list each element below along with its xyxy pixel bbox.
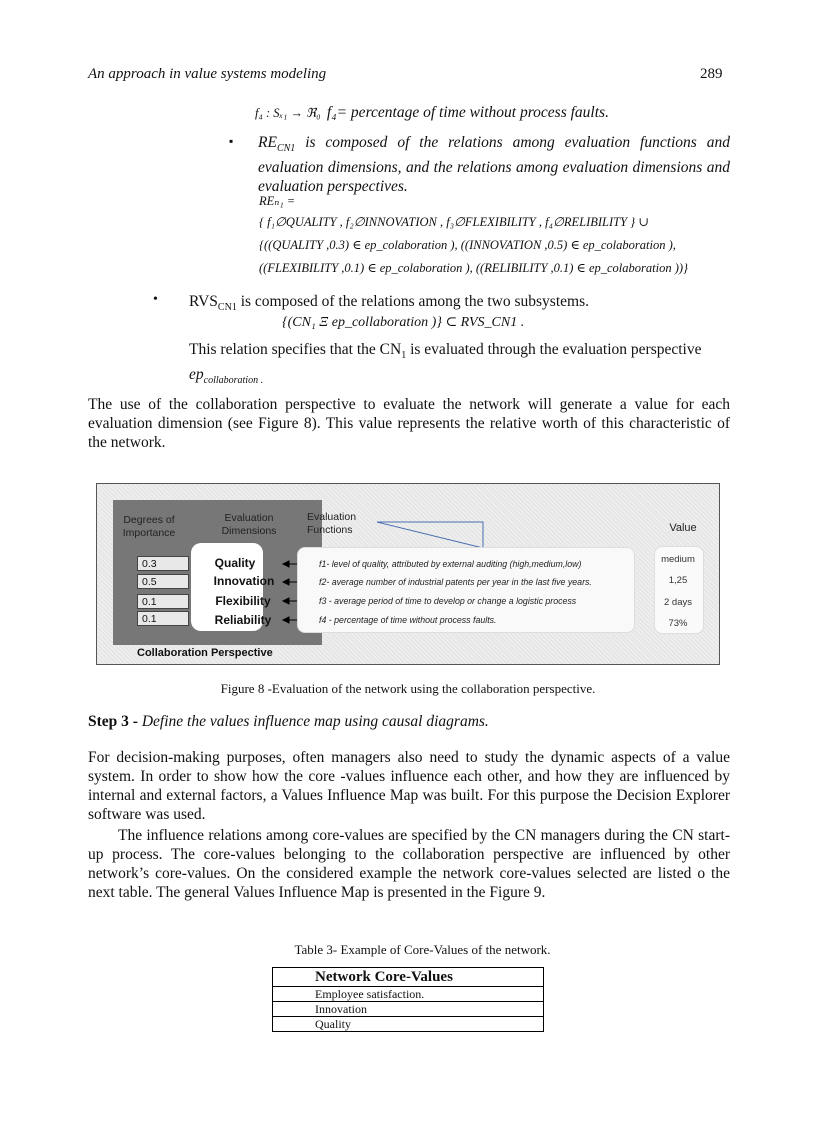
running-header-title: An approach in value systems modeling xyxy=(88,66,327,82)
re-formula-line4: ((FLEXIBILITY ,0.1) ∈ ep_colaboration ), ((RELIBILITY ,0.1) ∈ ep_colaboration ))} xyxy=(259,261,689,275)
step3-label: Step 3 - xyxy=(88,713,142,730)
re-name: RE xyxy=(258,134,277,151)
function-f1: f1- level of quality, attributed by external auditing (high,medium,low) xyxy=(319,559,582,569)
re-bullet-marker: ▪ xyxy=(229,134,234,148)
value-quality: medium xyxy=(661,554,695,565)
value-label: Value xyxy=(669,522,697,534)
paragraph-collaboration: The use of the collaboration perspective to evaluate the network will generate a value for each evaluation dimension (see Figure 8). This value represents the relative worth of this characteristic of the network. xyxy=(88,396,730,451)
re-text: is composed of the relations among evaluation functions and evaluation dimensions, and the relations among evaluation dimensions and evaluation perspectives. xyxy=(258,134,730,196)
re-formula-line2: { f₁∅QUALITY , f₂∅INNOVATION , f₃∅FLEXIBILITY , f₄∅RELIBILITY } ∪ xyxy=(259,215,649,229)
value-reliability: 73% xyxy=(668,618,688,629)
importance-flexibility: 0.1 xyxy=(137,594,189,609)
perspective-label: Collaboration Perspective xyxy=(137,647,273,659)
table-header: Network Core-Values xyxy=(273,968,544,987)
core-values-table xyxy=(272,967,544,1032)
step3-heading xyxy=(88,713,489,731)
rvs-text: is composed of the relations among the two subsystems. xyxy=(236,293,589,310)
table-row: Quality xyxy=(273,1017,544,1032)
f4-formula xyxy=(255,104,609,122)
paragraph-decision-making: For decision-making purposes, often managers also need to study the dynamic aspects of a value system. In order to show how the core -values influence each other, and how they are influenced by internal and external factors, a Values Influence Map was built. For this purpose the Decision Explorer software was used. xyxy=(88,749,730,823)
rvs-note-p2: is evaluated through the evaluation perspective xyxy=(406,341,702,358)
function-f4: f4 - percentage of time without process faults. xyxy=(319,615,497,625)
dimension-reliability: Reliability xyxy=(214,613,272,627)
importance-innovation: 0.5 xyxy=(137,574,189,589)
degrees-label: Degrees of Importance xyxy=(122,514,176,539)
paragraph-influence-relations: The influence relations among core-values are specified by the CN managers during the CN start-up process. The core-values belonging to the collaboration perspective are influenced by other network’s core-values. On the considered example the network core-values selected are listed o the next table. The general Values Influence Map is presented in the Figure 9. xyxy=(88,827,730,901)
value-flexibility: 2 days xyxy=(664,597,692,608)
rvs-formula: {(CN₁ Ξ ep_collaboration )} ⊂ RVS_CN1 . xyxy=(282,315,525,330)
rvs-note-sub: 1 xyxy=(401,350,407,362)
table-row: Innovation xyxy=(273,1002,544,1017)
figure-caption: Figure 8 -Evaluation of the network using the collaboration perspective. xyxy=(220,681,596,696)
importance-quality: 0.3 xyxy=(137,556,189,571)
table-row: Employee satisfaction. xyxy=(273,987,544,1002)
rvs-note xyxy=(189,340,729,390)
figure-8 xyxy=(96,483,720,665)
re-formula-line1: REₙ₁ = xyxy=(259,194,296,208)
table-caption: Table 3- Example of Core-Values of the network. xyxy=(294,942,551,957)
value-innovation: 1,25 xyxy=(668,575,688,586)
function-f2: f2- average number of industrial patents per year in the last five years. xyxy=(319,577,592,587)
rvs-bullet-marker: • xyxy=(153,292,158,307)
rvs-sub: CN1 xyxy=(217,302,237,314)
dimension-innovation: Innovation xyxy=(213,574,275,588)
f4-description: f₄= percentage of time without process faults. xyxy=(326,104,609,121)
rvs-name: RVS xyxy=(189,293,218,310)
dimensions-label: Evaluation Dimensions xyxy=(221,512,277,537)
rvs-note-ep-sub: collaboration . xyxy=(203,375,264,387)
page-number: 289 xyxy=(700,66,723,82)
re-sub: CN1 xyxy=(276,143,296,155)
rvs-note-p1: This relation specifies that the CN xyxy=(189,341,402,358)
dimension-flexibility: Flexibility xyxy=(215,594,271,608)
re-description xyxy=(258,133,730,196)
f4-mapping: f₄ : Sₓ₁ → ℜ₀ xyxy=(255,106,321,120)
functions-label: Evaluation Functions xyxy=(307,511,357,536)
rvs-note-ep: ep xyxy=(189,366,204,384)
function-f3: f3 - average period of time to develop or change a logistic process xyxy=(319,596,577,606)
step3-title: Define the values influence map using causal diagrams. xyxy=(141,713,489,730)
dimension-quality: Quality xyxy=(214,556,256,570)
importance-reliability: 0.1 xyxy=(137,611,189,626)
re-formula-line3: {((QUALITY ,0.3) ∈ ep_colaboration ), ((INNOVATION ,0.5) ∈ ep_colaboration ), xyxy=(259,238,676,252)
